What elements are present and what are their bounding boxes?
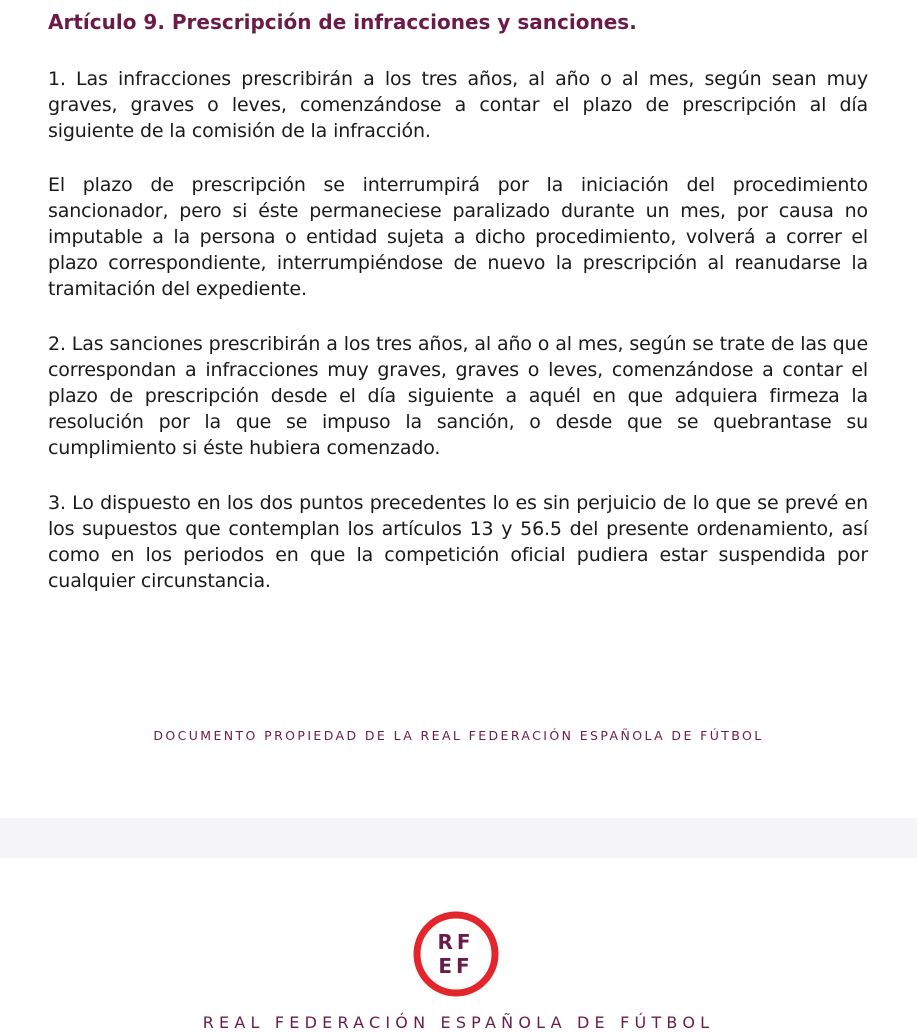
footer-band	[0, 818, 917, 858]
brand-name: REAL FEDERACIÓN ESPAÑOLA DE FÚTBOL	[202, 1013, 715, 1032]
paragraph-2: El plazo de prescripción se interrumpirá por la iniciación del procedimiento sancionador, pero si éste permaneciese paralizado durante un mes, por causa no imputable a la persona o entidad sujeta a dicho procedimiento, volverá a correr el plazo correspondiente, interrumpiéndose de nuevo la prescripción al reanudarse la tramitación del expediente.	[48, 174, 868, 300]
paragraph-4: 3. Lo dispuesto en los dos puntos precedentes lo es sin perjuicio de lo que se prevé en los supuestos que contemplan los artículos 13 y 56.5 del presente ordenamiento, así como en los periodos en que la competición oficial pudiera estar suspendida por cualquier circunstancia.	[48, 492, 868, 592]
article-title: Artículo 9. Prescripción de infracciones y sanciones.	[48, 10, 637, 34]
paragraph-3: 2. Las sanciones prescribirán a los tres años, al año o al mes, según se trate de las que correspondan a infracciones muy graves, graves o leves, comenzándose a contar el plazo de prescripción desde el día siguiente a aquél en que adquiera firmeza la resolución por la que se impuso la sanción, o desde que se quebrantase su cumplimiento si éste hubiera comenzado.	[48, 333, 868, 459]
property-notice: DOCUMENTO PROPIEDAD DE LA REAL FEDERACIÓN ESPAÑOLA DE FÚTBOL	[153, 728, 764, 743]
logo-line-2: EF	[438, 954, 474, 978]
rfef-logo-icon	[411, 909, 501, 999]
paragraph-1: 1. Las infracciones prescribirán a los tres años, al año o al mes, según sean muy graves, graves o leves, comenzándose a contar el plazo de prescripción al día siguiente de la comisión de la infracción.	[48, 68, 868, 142]
logo-line-1: RF	[437, 930, 475, 954]
rfef-logo	[411, 909, 501, 999]
